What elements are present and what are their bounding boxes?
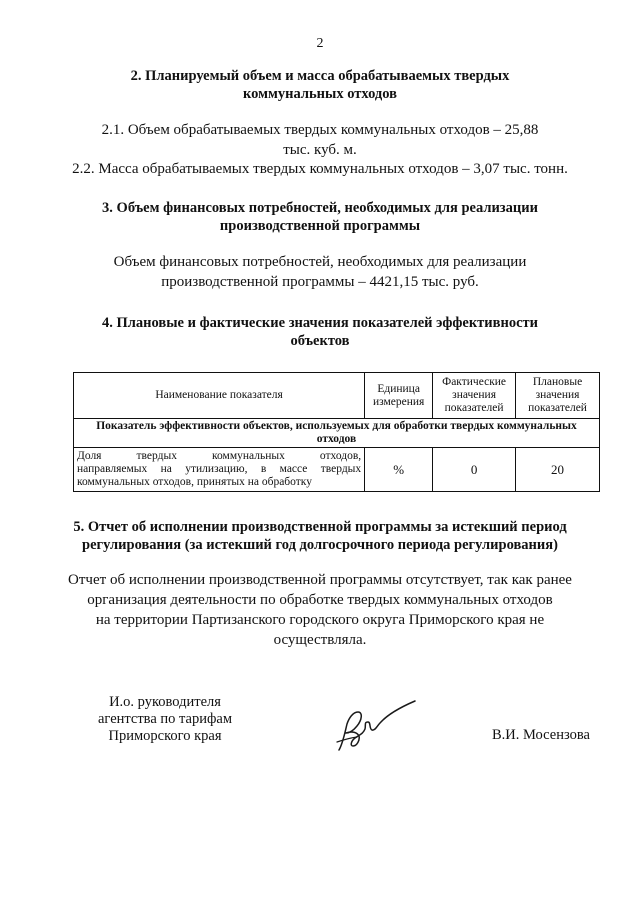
section-2-item-2: 2.2. Масса обрабатываемых твердых коммунальных отходов – 3,07 тыс. тонн. [72, 161, 568, 177]
section-4-title-line-2: объектов [290, 333, 350, 349]
table-row [74, 448, 600, 492]
section-4-title-line-1: 4. Плановые и фактические значения показателей эффективности [101, 315, 538, 331]
section-5-title-line-1: 5. Отчет об исполнении производственной программы за истекший период [73, 519, 567, 535]
signatory-position-line-2: агентства по тарифам [98, 711, 232, 727]
section-5-text [0, 570, 640, 650]
section-5-text-line-2: организация деятельности по обработке твердых коммунальных отходов [87, 592, 553, 608]
section-5-text-line-4: осуществляла. [273, 632, 367, 648]
row-planned-value: 20 [516, 448, 600, 492]
handwritten-signature [335, 698, 420, 756]
row-unit: % [365, 448, 433, 492]
page-number: 2 [316, 36, 324, 51]
header-planned-values: Плановые значения показателей [516, 373, 600, 419]
group-row-label: Показатель эффективности объектов, используемых для обработки твердых коммунальных отходов [74, 419, 600, 448]
section-2-title-line-2: коммунальных отходов [243, 86, 397, 102]
section-3-text-line-2: производственной программы – 4421,15 тыс. руб. [161, 274, 479, 290]
signatory-position [70, 694, 260, 745]
section-5-text-line-3: на территории Партизанского городского округа Приморского края не [95, 612, 545, 628]
signatory-position-line-1: И.о. руководителя [109, 694, 221, 710]
section-2-item-1 [0, 120, 640, 160]
section-2-item-1-line-2: тыс. куб. м. [283, 142, 357, 158]
section-2-title [0, 67, 640, 103]
section-3-title-line-2: производственной программы [219, 218, 421, 234]
row-actual-value: 0 [433, 448, 516, 492]
section-3-text [0, 252, 640, 292]
signatory-name: В.И. Мосензова [492, 727, 590, 743]
row-name-line-3: коммунальных отходов, принятых на обработку [77, 476, 312, 488]
row-name-line-2: направляемых на утилизацию, в массе твердых [77, 463, 362, 475]
section-5-title-line-2: регулирования (за истекший год долгосрочного периода регулирования) [82, 537, 558, 553]
section-2-item-1-line-1: 2.1. Объем обрабатываемых твердых коммунальных отходов – 25,88 [101, 122, 539, 138]
header-indicator-name: Наименование показателя [74, 373, 365, 419]
signatory-position-line-3: Приморского края [108, 728, 222, 744]
header-actual-values: Фактические значения показателей [433, 373, 516, 419]
row-indicator-name [74, 448, 365, 492]
section-4-title [0, 314, 640, 350]
section-3-text-line-1: Объем финансовых потребностей, необходимых для реализации [113, 254, 527, 270]
header-unit: Единица измерения [365, 373, 433, 419]
section-5-title [0, 518, 640, 554]
section-3-title-line-1: 3. Объем финансовых потребностей, необходимых для реализации [102, 200, 538, 216]
section-2-title-line-1: 2. Планируемый объем и масса обрабатываемых твердых [130, 68, 510, 84]
table-header-row [74, 373, 600, 419]
table-group-row [74, 419, 600, 448]
indicators-table [73, 372, 600, 492]
row-name-line-1: Доля твердых коммунальных отходов, [77, 450, 362, 462]
section-3-title [0, 199, 640, 235]
section-5-text-line-1: Отчет об исполнении производственной программы отсутствует, так как ранее [68, 572, 572, 588]
